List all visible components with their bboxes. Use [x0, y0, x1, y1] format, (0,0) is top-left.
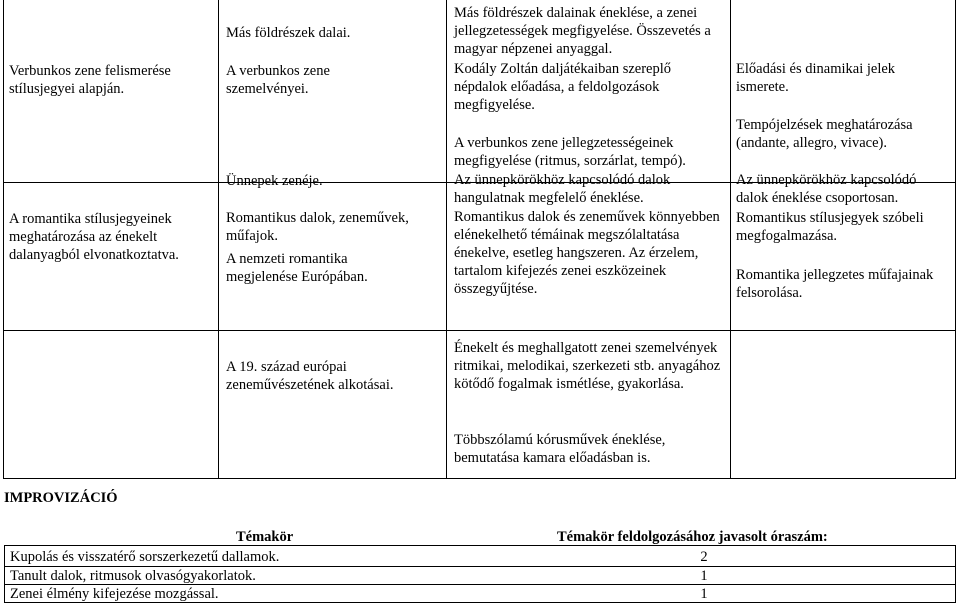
- col1-cell-b: [9, 210, 214, 264]
- col2-cell-d: [226, 209, 441, 245]
- bottom-table-header-row: [4, 528, 954, 545]
- upper-table-bottom-line: [3, 478, 956, 479]
- row-hours: 1: [700, 586, 708, 602]
- col3-text-f: Énekelt és meghallgatott zenei szemelvények ritmikai, melodikai, szerkezeti stb. anyagához kötődő fogalmak ismétlése, gyakorlása.: [454, 340, 721, 392]
- row-topic: Kupolás és visszatérő sorszerkezetű dallamok.: [10, 549, 280, 565]
- upper-table-divider-2: [446, 0, 447, 479]
- col2-text-e: A nemzeti romantika megjelenése Európában.: [226, 251, 368, 285]
- col4-cell-d: [736, 209, 951, 245]
- col4-text-d: Romantikus stílusjegyek szóbeli megfogalmazása.: [736, 210, 924, 244]
- upper-table-divider-3: [730, 0, 731, 479]
- col3-text-a: Más földrészek dalainak éneklése, a zenei jellegzetességek megfigyelése. Összevetés a magyar népzenei anyaggal.: [454, 5, 711, 57]
- col3-cell-b: [454, 60, 726, 114]
- col2-cell-c: [226, 172, 441, 190]
- col4-cell-e: [736, 266, 951, 302]
- row-topic: Zenei élmény kifejezése mozgással.: [10, 586, 219, 602]
- table-row: [4, 567, 954, 584]
- col4-text-c: Az ünnepkörökhöz kapcsolódó dalok éneklése csoportosan.: [736, 172, 917, 206]
- upper-table-divider-1: [218, 0, 219, 479]
- section-heading: IMPROVIZÁCIÓ: [4, 490, 118, 506]
- col1-cell-a: [9, 62, 214, 98]
- col3-text-d: Az ünnepkörökhöz kapcsolódó dalok hangulatnak megfelelő éneklése.: [454, 172, 671, 206]
- col1-text-a: Verbunkos zene felismerése stílusjegyei alapján.: [9, 63, 171, 97]
- upper-table-border-right: [955, 0, 956, 479]
- col4-text-e: Romantika jellegzetes műfajainak felsorolása.: [736, 267, 934, 301]
- col4-cell-a: [736, 60, 951, 96]
- col2-cell-b: [226, 62, 366, 98]
- row-hours: 1: [700, 568, 708, 584]
- table-row: [4, 548, 954, 565]
- col4-cell-b: [736, 116, 951, 152]
- row-hours: 2: [700, 549, 708, 565]
- col1-text-b: A romantika stílusjegyeinek meghatározása az énekelt dalanyagból elvonatkoztatva.: [9, 211, 179, 263]
- col2-text-c: Ünnepek zenéje.: [226, 173, 323, 189]
- col2-text-d: Romantikus dalok, zeneművek, műfajok.: [226, 210, 409, 244]
- col3-cell-f: [454, 339, 726, 393]
- col3-cell-c: [454, 134, 726, 170]
- bottom-table-border-right: [955, 545, 956, 603]
- col2-text-b: A verbunkos zene szemelvényei.: [226, 63, 330, 97]
- col4-text-b: Tempójelzések meghatározása (andante, allegro, vivace).: [736, 117, 913, 151]
- col2-text-a: Más földrészek dalai.: [226, 25, 351, 41]
- table-row: [4, 585, 954, 602]
- col3-cell-a: [454, 4, 726, 58]
- header-topic: Témakör: [236, 529, 294, 545]
- col3-cell-e: [454, 208, 726, 298]
- col3-text-e: Romantikus dalok és zeneművek könnyebben elénekelhető témáinak megszólaltatása énekelve, esetleg hangszeren. Az érzelem, tartalom kifejezés zenei eszközeinek összegyűjtése.: [454, 209, 720, 297]
- col3-text-c: A verbunkos zene jellegzetességeinek megfigyelése (ritmus, sorzárlat, tempó).: [454, 135, 686, 169]
- col2-text-f: A 19. század európai zeneművészetének alkotásai.: [226, 359, 394, 393]
- col2-cell-a: [226, 24, 441, 42]
- col2-cell-f: [226, 358, 441, 394]
- col4-text-a: Előadási és dinamikai jelek ismerete.: [736, 61, 896, 95]
- col3-cell-g: [454, 431, 726, 467]
- col3-text-g: Többszólamú kórusművek éneklése, bemutatása kamara előadásban is.: [454, 432, 666, 466]
- upper-table-border-left: [3, 0, 4, 479]
- col3-cell-d: [454, 171, 726, 207]
- upper-table-row-line-2: [3, 330, 956, 331]
- col3-text-b: Kodály Zoltán daljátékaiban szereplő népdalok előadása, a feldolgozások megfigyelése.: [454, 61, 672, 113]
- header-hours: Témakör feldolgozásához javasolt óraszám:: [557, 529, 828, 545]
- col2-cell-e: [226, 250, 386, 286]
- col4-cell-c: [736, 171, 951, 207]
- row-topic: Tanult dalok, ritmusok olvasógyakorlatok.: [10, 568, 256, 584]
